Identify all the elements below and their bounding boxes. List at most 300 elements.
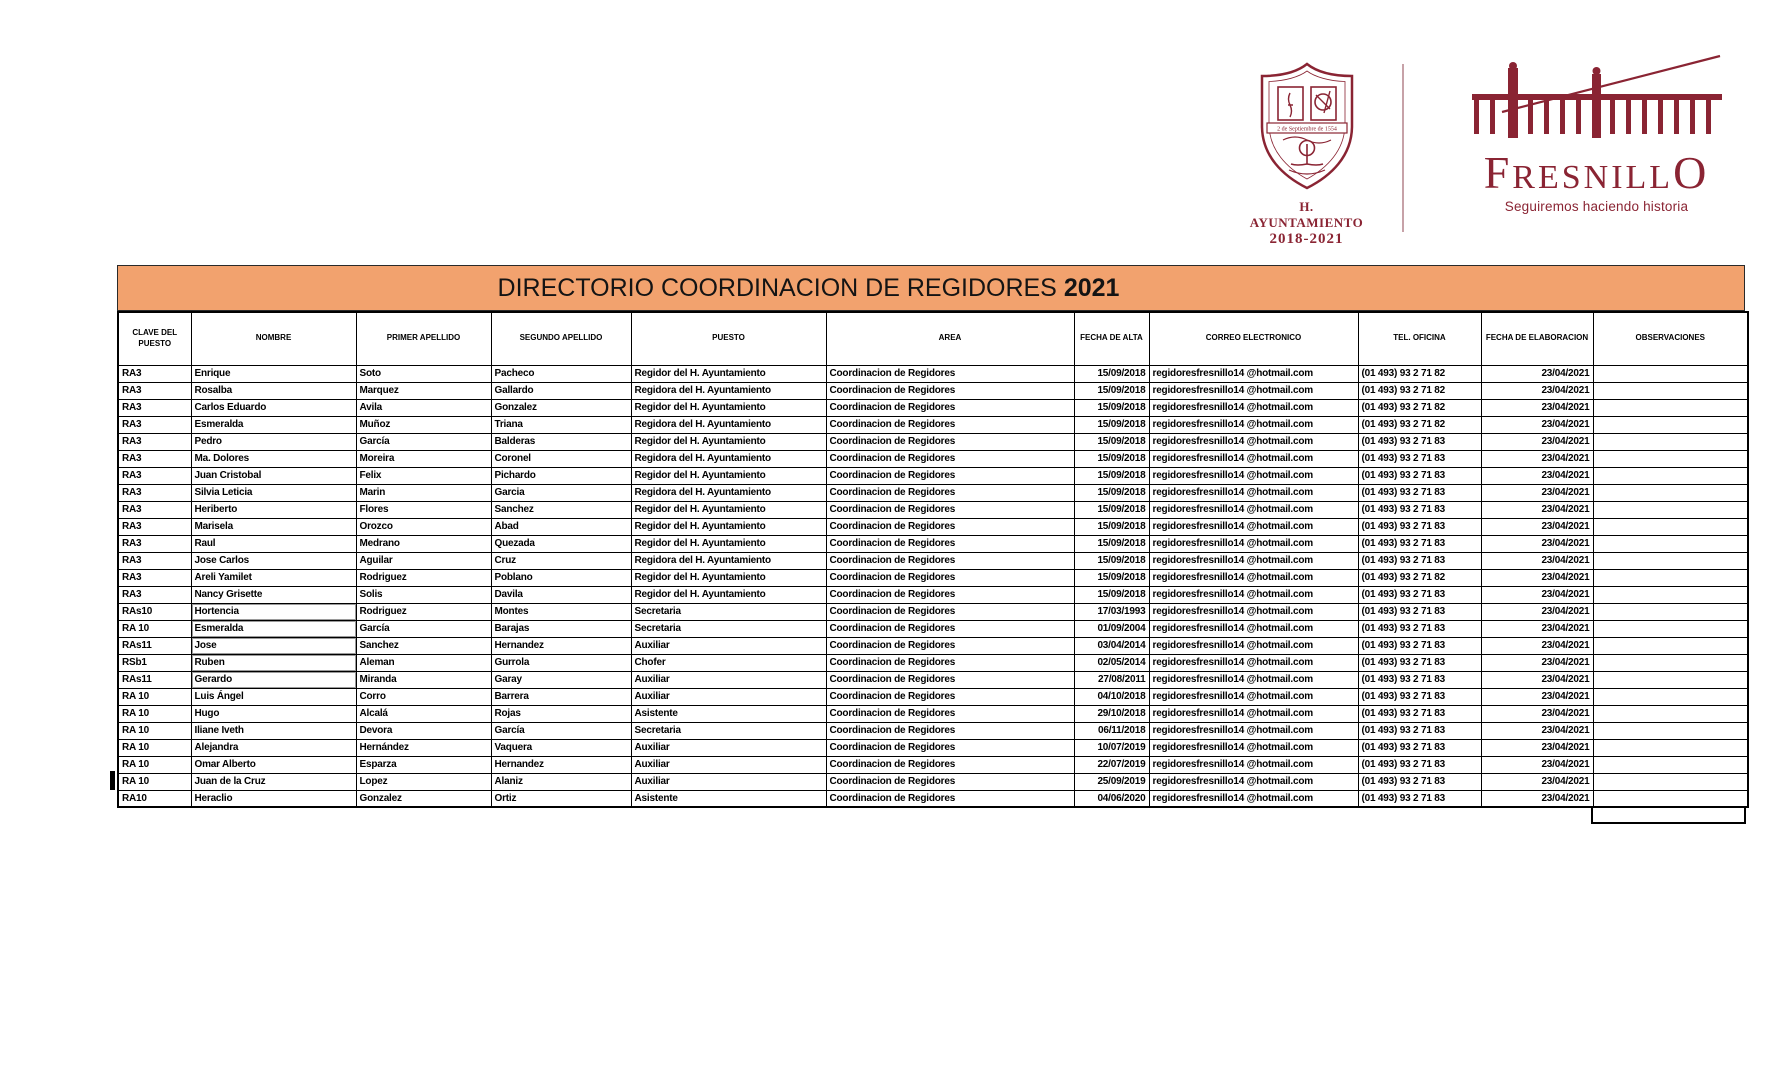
table-row bbox=[118, 552, 1748, 569]
cell-tel: (01 493) 93 2 71 83 bbox=[1358, 501, 1481, 518]
cell-fecha-elaboracion: 23/04/2021 bbox=[1481, 569, 1593, 586]
cell-fecha-elaboracion: 23/04/2021 bbox=[1481, 586, 1593, 603]
table-row bbox=[118, 654, 1748, 671]
cell-tel: (01 493) 93 2 71 83 bbox=[1358, 790, 1481, 807]
table-row bbox=[118, 773, 1748, 790]
cell-puesto: Secretaria bbox=[631, 722, 826, 739]
cell-observaciones bbox=[1593, 467, 1748, 484]
cell-observaciones bbox=[1593, 739, 1748, 756]
header-tel-oficina: TEL. OFICINA bbox=[1358, 312, 1481, 365]
cell-area: Coordinacion de Regidores bbox=[826, 790, 1074, 807]
title-banner bbox=[117, 265, 1745, 311]
cell-nombre: Nancy Grisette bbox=[191, 586, 356, 603]
cell-puesto: Regidora del H. Ayuntamiento bbox=[631, 416, 826, 433]
cell-fecha-elaboracion: 23/04/2021 bbox=[1481, 756, 1593, 773]
cell-clave: RAs11 bbox=[118, 637, 191, 654]
cell-puesto: Auxiliar bbox=[631, 671, 826, 688]
cell-area: Coordinacion de Regidores bbox=[826, 416, 1074, 433]
cell-fecha-elaboracion: 23/04/2021 bbox=[1481, 654, 1593, 671]
table-row bbox=[118, 739, 1748, 756]
cell-primer-apellido: Rodriguez bbox=[356, 603, 491, 620]
cell-fecha-elaboracion: 23/04/2021 bbox=[1481, 399, 1593, 416]
cell-puesto: Regidor del H. Ayuntamiento bbox=[631, 501, 826, 518]
cell-primer-apellido: Corro bbox=[356, 688, 491, 705]
cell-fecha-alta: 15/09/2018 bbox=[1074, 433, 1149, 450]
table-row bbox=[118, 501, 1748, 518]
cell-correo: regidoresfresnillo14 @hotmail.com bbox=[1149, 603, 1358, 620]
cell-segundo-apellido: Coronel bbox=[491, 450, 631, 467]
cell-area: Coordinacion de Regidores bbox=[826, 399, 1074, 416]
cell-nombre: Pedro bbox=[191, 433, 356, 450]
table-row bbox=[118, 382, 1748, 399]
cell-segundo-apellido: Sanchez bbox=[491, 501, 631, 518]
cell-puesto: Regidor del H. Ayuntamiento bbox=[631, 365, 826, 382]
cell-correo: regidoresfresnillo14 @hotmail.com bbox=[1149, 637, 1358, 654]
header-area: AREA bbox=[826, 312, 1074, 365]
cell-nombre: Juan Cristobal bbox=[191, 467, 356, 484]
cell-primer-apellido: Aguilar bbox=[356, 552, 491, 569]
cell-fecha-elaboracion: 23/04/2021 bbox=[1481, 433, 1593, 450]
cell-tel: (01 493) 93 2 71 83 bbox=[1358, 603, 1481, 620]
cell-fecha-elaboracion: 23/04/2021 bbox=[1481, 501, 1593, 518]
municipal-crest-icon bbox=[1253, 60, 1361, 192]
cell-fecha-alta: 17/03/1993 bbox=[1074, 603, 1149, 620]
cell-observaciones bbox=[1593, 586, 1748, 603]
cell-clave: RA3 bbox=[118, 552, 191, 569]
brand-logo bbox=[1424, 52, 1769, 214]
cell-primer-apellido: Solis bbox=[356, 586, 491, 603]
cell-segundo-apellido: Gallardo bbox=[491, 382, 631, 399]
cell-observaciones bbox=[1593, 552, 1748, 569]
cell-observaciones bbox=[1593, 620, 1748, 637]
cell-area: Coordinacion de Regidores bbox=[826, 722, 1074, 739]
cell-segundo-apellido: Poblano bbox=[491, 569, 631, 586]
table-row bbox=[118, 705, 1748, 722]
cell-primer-apellido: Orozco bbox=[356, 518, 491, 535]
cell-tel: (01 493) 93 2 71 83 bbox=[1358, 688, 1481, 705]
cell-fecha-alta: 04/10/2018 bbox=[1074, 688, 1149, 705]
cell-nombre: Silvia Leticia bbox=[191, 484, 356, 501]
cell-primer-apellido: Muñoz bbox=[356, 416, 491, 433]
cell-puesto: Regidora del H. Ayuntamiento bbox=[631, 484, 826, 501]
cell-correo: regidoresfresnillo14 @hotmail.com bbox=[1149, 739, 1358, 756]
cell-area: Coordinacion de Regidores bbox=[826, 518, 1074, 535]
cell-correo: regidoresfresnillo14 @hotmail.com bbox=[1149, 365, 1358, 382]
cell-fecha-elaboracion: 23/04/2021 bbox=[1481, 603, 1593, 620]
cell-area: Coordinacion de Regidores bbox=[826, 637, 1074, 654]
cell-observaciones bbox=[1593, 433, 1748, 450]
table-row bbox=[118, 467, 1748, 484]
cell-fecha-elaboracion: 23/04/2021 bbox=[1481, 620, 1593, 637]
cell-fecha-alta: 15/09/2018 bbox=[1074, 569, 1149, 586]
cell-area: Coordinacion de Regidores bbox=[826, 654, 1074, 671]
cell-primer-apellido: Medrano bbox=[356, 535, 491, 552]
cell-correo: regidoresfresnillo14 @hotmail.com bbox=[1149, 382, 1358, 399]
cell-fecha-alta: 15/09/2018 bbox=[1074, 586, 1149, 603]
cell-fecha-elaboracion: 23/04/2021 bbox=[1481, 790, 1593, 807]
cell-segundo-apellido: Hernandez bbox=[491, 756, 631, 773]
cell-primer-apellido: Lopez bbox=[356, 773, 491, 790]
directory-table bbox=[117, 311, 1749, 808]
cell-correo: regidoresfresnillo14 @hotmail.com bbox=[1149, 688, 1358, 705]
cell-puesto: Chofer bbox=[631, 654, 826, 671]
table-row bbox=[118, 484, 1748, 501]
cell-segundo-apellido: Abad bbox=[491, 518, 631, 535]
cell-primer-apellido: Aleman bbox=[356, 654, 491, 671]
table-row bbox=[118, 671, 1748, 688]
cell-observaciones bbox=[1593, 671, 1748, 688]
cell-puesto: Auxiliar bbox=[631, 756, 826, 773]
cell-puesto: Asistente bbox=[631, 705, 826, 722]
header-row bbox=[118, 312, 1748, 365]
cell-fecha-alta: 29/10/2018 bbox=[1074, 705, 1149, 722]
cell-observaciones bbox=[1593, 450, 1748, 467]
cell-observaciones bbox=[1593, 756, 1748, 773]
crest-caption-line1: H. AYUNTAMIENTO bbox=[1249, 199, 1364, 230]
cell-observaciones bbox=[1593, 637, 1748, 654]
cell-clave: RA 10 bbox=[118, 773, 191, 790]
cell-puesto: Regidor del H. Ayuntamiento bbox=[631, 518, 826, 535]
cell-tel: (01 493) 93 2 71 83 bbox=[1358, 484, 1481, 501]
cell-correo: regidoresfresnillo14 @hotmail.com bbox=[1149, 586, 1358, 603]
cell-nombre: Areli Yamilet bbox=[191, 569, 356, 586]
cell-clave: RA10 bbox=[118, 790, 191, 807]
header-clave: CLAVE DEL PUESTO bbox=[118, 312, 191, 365]
cell-clave: RA3 bbox=[118, 416, 191, 433]
cell-puesto: Auxiliar bbox=[631, 773, 826, 790]
cell-area: Coordinacion de Regidores bbox=[826, 688, 1074, 705]
cell-clave: RA3 bbox=[118, 535, 191, 552]
cell-tel: (01 493) 93 2 71 83 bbox=[1358, 586, 1481, 603]
header-fecha-elaboracion: FECHA DE ELABORACION bbox=[1481, 312, 1593, 365]
cell-area: Coordinacion de Regidores bbox=[826, 382, 1074, 399]
cell-primer-apellido: Flores bbox=[356, 501, 491, 518]
table-row bbox=[118, 433, 1748, 450]
cell-correo: regidoresfresnillo14 @hotmail.com bbox=[1149, 450, 1358, 467]
cell-clave: RA3 bbox=[118, 501, 191, 518]
cell-segundo-apellido: Garay bbox=[491, 671, 631, 688]
cell-correo: regidoresfresnillo14 @hotmail.com bbox=[1149, 722, 1358, 739]
crest-caption-line2: 2018-2021 bbox=[1269, 231, 1344, 248]
cell-primer-apellido: Marin bbox=[356, 484, 491, 501]
cell-tel: (01 493) 93 2 71 82 bbox=[1358, 399, 1481, 416]
cell-area: Coordinacion de Regidores bbox=[826, 773, 1074, 790]
cell-segundo-apellido: Gonzalez bbox=[491, 399, 631, 416]
cell-primer-apellido: Moreira bbox=[356, 450, 491, 467]
cell-correo: regidoresfresnillo14 @hotmail.com bbox=[1149, 756, 1358, 773]
cell-fecha-elaboracion: 23/04/2021 bbox=[1481, 484, 1593, 501]
empty-cell-box bbox=[1591, 806, 1746, 824]
cell-nombre: Luis Ángel bbox=[191, 688, 356, 705]
cell-clave: RA3 bbox=[118, 399, 191, 416]
cell-observaciones bbox=[1593, 399, 1748, 416]
cell-tel: (01 493) 93 2 71 83 bbox=[1358, 450, 1481, 467]
cell-segundo-apellido: Ortiz bbox=[491, 790, 631, 807]
cell-nombre: Esmeralda bbox=[191, 620, 356, 637]
cell-area: Coordinacion de Regidores bbox=[826, 535, 1074, 552]
cell-nombre: Omar Alberto bbox=[191, 756, 356, 773]
cell-correo: regidoresfresnillo14 @hotmail.com bbox=[1149, 620, 1358, 637]
cell-nombre: Ma. Dolores bbox=[191, 450, 356, 467]
header-observaciones: OBSERVACIONES bbox=[1593, 312, 1748, 365]
cell-correo: regidoresfresnillo14 @hotmail.com bbox=[1149, 467, 1358, 484]
table-row bbox=[118, 569, 1748, 586]
cell-segundo-apellido: Garcia bbox=[491, 484, 631, 501]
cell-tel: (01 493) 93 2 71 83 bbox=[1358, 722, 1481, 739]
cell-clave: RSb1 bbox=[118, 654, 191, 671]
cell-correo: regidoresfresnillo14 @hotmail.com bbox=[1149, 518, 1358, 535]
cell-puesto: Asistente bbox=[631, 790, 826, 807]
cell-primer-apellido: Gonzalez bbox=[356, 790, 491, 807]
cell-observaciones bbox=[1593, 722, 1748, 739]
cell-nombre: Carlos Eduardo bbox=[191, 399, 356, 416]
cell-fecha-elaboracion: 23/04/2021 bbox=[1481, 382, 1593, 399]
cell-observaciones bbox=[1593, 484, 1748, 501]
cell-observaciones bbox=[1593, 705, 1748, 722]
cell-correo: regidoresfresnillo14 @hotmail.com bbox=[1149, 433, 1358, 450]
cell-area: Coordinacion de Regidores bbox=[826, 569, 1074, 586]
cell-correo: regidoresfresnillo14 @hotmail.com bbox=[1149, 773, 1358, 790]
cell-fecha-alta: 04/06/2020 bbox=[1074, 790, 1149, 807]
cell-fecha-alta: 15/09/2018 bbox=[1074, 484, 1149, 501]
header-segundo-apellido: SEGUNDO APELLIDO bbox=[491, 312, 631, 365]
cell-observaciones bbox=[1593, 603, 1748, 620]
cell-clave: RA3 bbox=[118, 433, 191, 450]
cell-puesto: Auxiliar bbox=[631, 637, 826, 654]
cell-correo: regidoresfresnillo14 @hotmail.com bbox=[1149, 671, 1358, 688]
cell-observaciones bbox=[1593, 416, 1748, 433]
cell-fecha-elaboracion: 23/04/2021 bbox=[1481, 705, 1593, 722]
cell-primer-apellido: Sanchez bbox=[356, 637, 491, 654]
cell-correo: regidoresfresnillo14 @hotmail.com bbox=[1149, 501, 1358, 518]
cell-segundo-apellido: Montes bbox=[491, 603, 631, 620]
cell-correo: regidoresfresnillo14 @hotmail.com bbox=[1149, 569, 1358, 586]
cell-puesto: Secretaria bbox=[631, 620, 826, 637]
cell-fecha-elaboracion: 23/04/2021 bbox=[1481, 688, 1593, 705]
cell-fecha-alta: 03/04/2014 bbox=[1074, 637, 1149, 654]
cell-tel: (01 493) 93 2 71 83 bbox=[1358, 654, 1481, 671]
cell-area: Coordinacion de Regidores bbox=[826, 501, 1074, 518]
cell-fecha-alta: 25/09/2019 bbox=[1074, 773, 1149, 790]
cell-primer-apellido: Esparza bbox=[356, 756, 491, 773]
cell-observaciones bbox=[1593, 501, 1748, 518]
row-selection-tick bbox=[110, 771, 115, 790]
cell-tel: (01 493) 93 2 71 83 bbox=[1358, 467, 1481, 484]
cell-clave: RA 10 bbox=[118, 756, 191, 773]
cell-observaciones bbox=[1593, 535, 1748, 552]
table-row bbox=[118, 637, 1748, 654]
cell-tel: (01 493) 93 2 71 83 bbox=[1358, 773, 1481, 790]
cell-tel: (01 493) 93 2 71 83 bbox=[1358, 739, 1481, 756]
cell-observaciones bbox=[1593, 365, 1748, 382]
cell-fecha-alta: 15/09/2018 bbox=[1074, 450, 1149, 467]
cell-puesto: Regidor del H. Ayuntamiento bbox=[631, 433, 826, 450]
cell-puesto: Regidora del H. Ayuntamiento bbox=[631, 450, 826, 467]
cell-segundo-apellido: García bbox=[491, 722, 631, 739]
cell-fecha-elaboracion: 23/04/2021 bbox=[1481, 773, 1593, 790]
cell-nombre: Heraclio bbox=[191, 790, 356, 807]
cell-segundo-apellido: Barrera bbox=[491, 688, 631, 705]
cell-primer-apellido: Rodriguez bbox=[356, 569, 491, 586]
table-row bbox=[118, 603, 1748, 620]
cell-segundo-apellido: Gurrola bbox=[491, 654, 631, 671]
cell-nombre: Ruben bbox=[191, 654, 356, 671]
cell-clave: RAs10 bbox=[118, 603, 191, 620]
cell-segundo-apellido: Quezada bbox=[491, 535, 631, 552]
logo-divider bbox=[1402, 64, 1404, 232]
cell-clave: RA3 bbox=[118, 518, 191, 535]
cell-puesto: Secretaria bbox=[631, 603, 826, 620]
bridge-icon bbox=[1472, 52, 1722, 148]
table-row bbox=[118, 756, 1748, 773]
cell-area: Coordinacion de Regidores bbox=[826, 620, 1074, 637]
cell-observaciones bbox=[1593, 382, 1748, 399]
cell-tel: (01 493) 93 2 71 83 bbox=[1358, 756, 1481, 773]
cell-fecha-elaboracion: 23/04/2021 bbox=[1481, 552, 1593, 569]
cell-fecha-alta: 15/09/2018 bbox=[1074, 501, 1149, 518]
table-row bbox=[118, 399, 1748, 416]
cell-fecha-alta: 15/09/2018 bbox=[1074, 365, 1149, 382]
cell-correo: regidoresfresnillo14 @hotmail.com bbox=[1149, 535, 1358, 552]
cell-segundo-apellido: Cruz bbox=[491, 552, 631, 569]
cell-fecha-elaboracion: 23/04/2021 bbox=[1481, 739, 1593, 756]
cell-tel: (01 493) 93 2 71 83 bbox=[1358, 552, 1481, 569]
cell-area: Coordinacion de Regidores bbox=[826, 552, 1074, 569]
table-row bbox=[118, 688, 1748, 705]
cell-observaciones bbox=[1593, 790, 1748, 807]
cell-fecha-alta: 27/08/2011 bbox=[1074, 671, 1149, 688]
cell-fecha-alta: 06/11/2018 bbox=[1074, 722, 1149, 739]
cell-fecha-alta: 15/09/2018 bbox=[1074, 518, 1149, 535]
cell-tel: (01 493) 93 2 71 82 bbox=[1358, 569, 1481, 586]
cell-fecha-elaboracion: 23/04/2021 bbox=[1481, 416, 1593, 433]
cell-puesto: Regidora del H. Ayuntamiento bbox=[631, 382, 826, 399]
cell-nombre: Heriberto bbox=[191, 501, 356, 518]
cell-segundo-apellido: Triana bbox=[491, 416, 631, 433]
cell-puesto: Regidor del H. Ayuntamiento bbox=[631, 535, 826, 552]
municipal-crest bbox=[1244, 60, 1369, 248]
cell-tel: (01 493) 93 2 71 83 bbox=[1358, 671, 1481, 688]
cell-nombre: Iliane Iveth bbox=[191, 722, 356, 739]
table-row bbox=[118, 586, 1748, 603]
cell-nombre: Hortencia bbox=[191, 603, 356, 620]
cell-area: Coordinacion de Regidores bbox=[826, 586, 1074, 603]
cell-primer-apellido: Felix bbox=[356, 467, 491, 484]
cell-tel: (01 493) 93 2 71 83 bbox=[1358, 637, 1481, 654]
cell-nombre: Gerardo bbox=[191, 671, 356, 688]
cell-primer-apellido: Avila bbox=[356, 399, 491, 416]
cell-clave: RA3 bbox=[118, 365, 191, 382]
table-row bbox=[118, 535, 1748, 552]
cell-fecha-elaboracion: 23/04/2021 bbox=[1481, 637, 1593, 654]
cell-observaciones bbox=[1593, 518, 1748, 535]
cell-clave: RA 10 bbox=[118, 688, 191, 705]
cell-clave: RA 10 bbox=[118, 739, 191, 756]
cell-area: Coordinacion de Regidores bbox=[826, 603, 1074, 620]
cell-fecha-alta: 02/05/2014 bbox=[1074, 654, 1149, 671]
cell-segundo-apellido: Pichardo bbox=[491, 467, 631, 484]
cell-fecha-alta: 15/09/2018 bbox=[1074, 535, 1149, 552]
cell-nombre: Jose Carlos bbox=[191, 552, 356, 569]
cell-tel: (01 493) 93 2 71 83 bbox=[1358, 518, 1481, 535]
cell-puesto: Regidor del H. Ayuntamiento bbox=[631, 467, 826, 484]
cell-tel: (01 493) 93 2 71 82 bbox=[1358, 416, 1481, 433]
cell-primer-apellido: Alcalá bbox=[356, 705, 491, 722]
svg-text:2 de Septiembre de 1554: 2 de Septiembre de 1554 bbox=[1276, 126, 1337, 133]
cell-puesto: Regidor del H. Ayuntamiento bbox=[631, 399, 826, 416]
cell-fecha-alta: 15/09/2018 bbox=[1074, 467, 1149, 484]
cell-area: Coordinacion de Regidores bbox=[826, 433, 1074, 450]
header-correo: CORREO ELECTRONICO bbox=[1149, 312, 1358, 365]
cell-segundo-apellido: Balderas bbox=[491, 433, 631, 450]
cell-segundo-apellido: Davila bbox=[491, 586, 631, 603]
cell-clave: RA3 bbox=[118, 586, 191, 603]
cell-fecha-elaboracion: 23/04/2021 bbox=[1481, 535, 1593, 552]
cell-correo: regidoresfresnillo14 @hotmail.com bbox=[1149, 416, 1358, 433]
header-nombre: NOMBRE bbox=[191, 312, 356, 365]
cell-puesto: Auxiliar bbox=[631, 739, 826, 756]
cell-fecha-alta: 15/09/2018 bbox=[1074, 416, 1149, 433]
cell-fecha-elaboracion: 23/04/2021 bbox=[1481, 467, 1593, 484]
cell-puesto: Regidora del H. Ayuntamiento bbox=[631, 552, 826, 569]
cell-primer-apellido: Hernández bbox=[356, 739, 491, 756]
cell-area: Coordinacion de Regidores bbox=[826, 705, 1074, 722]
cell-clave: RA3 bbox=[118, 569, 191, 586]
table-row bbox=[118, 518, 1748, 535]
cell-nombre: Enrique bbox=[191, 365, 356, 382]
cell-nombre: Hugo bbox=[191, 705, 356, 722]
cell-observaciones bbox=[1593, 688, 1748, 705]
cell-clave: RA3 bbox=[118, 450, 191, 467]
cell-correo: regidoresfresnillo14 @hotmail.com bbox=[1149, 399, 1358, 416]
cell-segundo-apellido: Barajas bbox=[491, 620, 631, 637]
cell-correo: regidoresfresnillo14 @hotmail.com bbox=[1149, 484, 1358, 501]
brand-tagline: Seguiremos haciendo historia bbox=[1504, 199, 1689, 214]
cell-area: Coordinacion de Regidores bbox=[826, 467, 1074, 484]
cell-area: Coordinacion de Regidores bbox=[826, 739, 1074, 756]
cell-correo: regidoresfresnillo14 @hotmail.com bbox=[1149, 790, 1358, 807]
cell-primer-apellido: García bbox=[356, 620, 491, 637]
cell-clave: RA 10 bbox=[118, 705, 191, 722]
cell-nombre: Alejandra bbox=[191, 739, 356, 756]
cell-area: Coordinacion de Regidores bbox=[826, 671, 1074, 688]
cell-puesto: Regidor del H. Ayuntamiento bbox=[631, 586, 826, 603]
cell-fecha-elaboracion: 23/04/2021 bbox=[1481, 518, 1593, 535]
cell-segundo-apellido: Alaniz bbox=[491, 773, 631, 790]
cell-nombre: Jose bbox=[191, 637, 356, 654]
cell-nombre: Rosalba bbox=[191, 382, 356, 399]
header-primer-apellido: PRIMER APELLIDO bbox=[356, 312, 491, 365]
cell-primer-apellido: Marquez bbox=[356, 382, 491, 399]
table-row bbox=[118, 365, 1748, 382]
cell-tel: (01 493) 93 2 71 83 bbox=[1358, 433, 1481, 450]
table-row bbox=[118, 722, 1748, 739]
cell-tel: (01 493) 93 2 71 82 bbox=[1358, 365, 1481, 382]
cell-fecha-alta: 15/09/2018 bbox=[1074, 552, 1149, 569]
cell-segundo-apellido: Vaquera bbox=[491, 739, 631, 756]
cell-fecha-alta: 01/09/2004 bbox=[1074, 620, 1149, 637]
cell-observaciones bbox=[1593, 654, 1748, 671]
cell-nombre: Marisela bbox=[191, 518, 356, 535]
cell-primer-apellido: Devora bbox=[356, 722, 491, 739]
table-row bbox=[118, 790, 1748, 807]
cell-tel: (01 493) 93 2 71 83 bbox=[1358, 620, 1481, 637]
cell-clave: RA3 bbox=[118, 382, 191, 399]
cell-correo: regidoresfresnillo14 @hotmail.com bbox=[1149, 552, 1358, 569]
cell-correo: regidoresfresnillo14 @hotmail.com bbox=[1149, 705, 1358, 722]
cell-primer-apellido: Miranda bbox=[356, 671, 491, 688]
cell-tel: (01 493) 93 2 71 82 bbox=[1358, 382, 1481, 399]
